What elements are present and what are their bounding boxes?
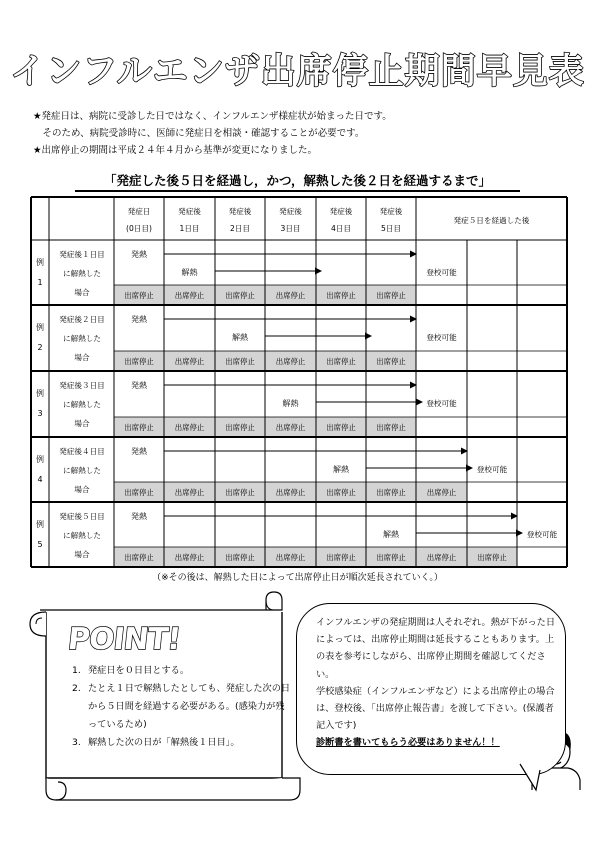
stop-label: 出席停止 xyxy=(326,357,356,366)
fever-label: 解熱 xyxy=(282,399,299,408)
row-description: 発症後１日目 xyxy=(59,250,105,259)
list-item: 3. 解熱した次の日が「解熱後１日目」。 xyxy=(72,737,240,748)
row-description: 発症後２日目 xyxy=(59,315,105,324)
column-header: 発症日 xyxy=(127,207,151,216)
stop-label: 出席停止 xyxy=(225,291,255,300)
return-label: 登校可能 xyxy=(426,333,457,342)
return-label: 登校可能 xyxy=(526,530,558,539)
column-header: 5日目 xyxy=(380,224,402,233)
column-header: (0日目) xyxy=(126,224,152,233)
stop-label: 出席停止 xyxy=(275,488,306,497)
column-header: 4日目 xyxy=(330,224,352,233)
stop-label: 出席停止 xyxy=(225,553,255,562)
fever-label: 解熱 xyxy=(383,530,399,539)
stop-label: 出席停止 xyxy=(124,423,154,432)
row-description: に解熱した xyxy=(63,269,101,278)
column-header: 2日目 xyxy=(229,224,251,233)
stop-label: 出席停止 xyxy=(326,423,356,432)
row-description: に解熱した xyxy=(63,334,101,343)
rule-banner: 「発症した後５日を経過し，かつ，解熱した後２日を経過するまで」 xyxy=(75,172,520,192)
stop-label: 出席停止 xyxy=(326,553,356,562)
stop-label: 出席停止 xyxy=(477,553,507,562)
example-number: 3 xyxy=(37,409,43,418)
stop-label: 出席停止 xyxy=(174,423,205,432)
stop-label: 出席停止 xyxy=(376,553,406,562)
onset-label: 発熱 xyxy=(131,250,147,259)
column-header: 発症後 xyxy=(379,207,403,216)
point-title: POINT! xyxy=(66,622,182,657)
row-description: 場合 xyxy=(74,550,90,559)
list-item: 1. 発症日を０日目とする。 xyxy=(72,665,190,676)
row-description: に解熱した xyxy=(63,531,101,540)
stop-label: 出席停止 xyxy=(275,553,306,562)
row-description: に解熱した xyxy=(63,466,101,475)
onset-label: 発熱 xyxy=(131,512,147,521)
column-header: 発症後 xyxy=(329,207,353,216)
row-description: 発症後５日目 xyxy=(59,512,105,521)
row-description: 場合 xyxy=(74,419,90,428)
row-description: 場合 xyxy=(74,288,90,297)
column-header: 発症後 xyxy=(279,207,302,216)
stop-label: 出席停止 xyxy=(326,291,356,300)
return-label: 登校可能 xyxy=(476,465,508,474)
bubble-text xyxy=(316,614,556,752)
stop-label: 出席停止 xyxy=(174,488,205,497)
row-description: 場合 xyxy=(74,353,90,362)
bubble-paragraph: インフルエンザの発症期間は人それぞれ。熱が下がった日によっては、出席停止期間は延長することもあります。上の表を参考にしながら、出席停止期間を確認してください。 xyxy=(316,617,556,680)
stop-label: 出席停止 xyxy=(124,553,154,562)
column-header: 3日目 xyxy=(280,224,301,233)
example-number: 2 xyxy=(37,343,43,352)
row-description: 発症後４日目 xyxy=(59,447,105,456)
example-label: 例 xyxy=(36,389,44,398)
note-line: ★発症日は、病院に受診した日ではなく、インフルエンザ様症状が始まった日です。 xyxy=(33,111,392,122)
stop-label: 出席停止 xyxy=(376,488,406,497)
example-number: 1 xyxy=(37,278,43,287)
column-header: 発症後 xyxy=(178,207,201,216)
fever-label: 解熱 xyxy=(333,465,349,474)
stop-label: 出席停止 xyxy=(124,291,154,300)
stop-label: 出席停止 xyxy=(275,357,306,366)
stop-label: 出席停止 xyxy=(124,488,154,497)
stop-label: 出席停止 xyxy=(376,291,406,300)
stop-label: 出席停止 xyxy=(376,423,406,432)
return-label: 登校可能 xyxy=(426,399,457,408)
list-item: 2. たとえ１日で解熱したとしても、発症した次の日から５日間を経過する必要がある。(感染力が残っているため) xyxy=(72,683,291,730)
page-title: インフルエンザ出席停止期間早見表 xyxy=(10,52,585,92)
example-label: 例 xyxy=(36,455,44,464)
bubble-emphasis: 診断書を書いてもらう必要はありません！！ xyxy=(316,737,500,749)
fever-label: 解熱 xyxy=(232,333,248,342)
stop-label: 出席停止 xyxy=(174,357,205,366)
return-label: 登校可能 xyxy=(426,268,457,277)
stop-label: 出席停止 xyxy=(376,357,406,366)
example-label: 例 xyxy=(36,258,44,267)
example-number: 4 xyxy=(37,475,43,484)
after-five-days-header: 発症５日を経過した後 xyxy=(453,216,530,225)
stop-label: 出席停止 xyxy=(174,553,205,562)
table-footnote: （※その後は、解熱した日によって出席停止日が順次延長されていく。） xyxy=(152,573,443,583)
example-number: 5 xyxy=(37,540,43,549)
example-label: 例 xyxy=(36,520,44,529)
onset-label: 発熱 xyxy=(131,381,147,390)
row-description: に解熱した xyxy=(63,400,101,409)
row-description: 発症後３日目 xyxy=(59,381,105,390)
column-header: 発症後 xyxy=(228,207,252,216)
note-line: そのため、病院受診時に、医師に発症日を相談・確認することが必要です。 xyxy=(33,128,365,139)
stop-label: 出席停止 xyxy=(275,291,306,300)
stop-label: 出席停止 xyxy=(174,291,205,300)
onset-label: 発熱 xyxy=(131,315,147,324)
column-header: 1日目 xyxy=(179,224,200,233)
example-label: 例 xyxy=(36,323,44,332)
fever-label: 解熱 xyxy=(181,268,198,277)
stop-label: 出席停止 xyxy=(225,423,255,432)
stop-label: 出席停止 xyxy=(426,553,457,562)
stop-label: 出席停止 xyxy=(426,488,457,497)
bubble-paragraph: 学校感染症（インフルエンザなど）による出席停止の場合は、登校後、「出席停止報告書」を渡して下さい。(保護者記入です) xyxy=(316,685,555,732)
stop-label: 出席停止 xyxy=(225,357,255,366)
stop-label: 出席停止 xyxy=(124,357,154,366)
stop-label: 出席停止 xyxy=(225,488,255,497)
note-line: ★出席停止の期間は平成２４年４月から基準が変更になりました。 xyxy=(33,145,318,156)
stop-label: 出席停止 xyxy=(326,488,356,497)
row-description: 場合 xyxy=(74,485,90,494)
stop-label: 出席停止 xyxy=(275,423,306,432)
onset-label: 発熱 xyxy=(131,447,147,456)
